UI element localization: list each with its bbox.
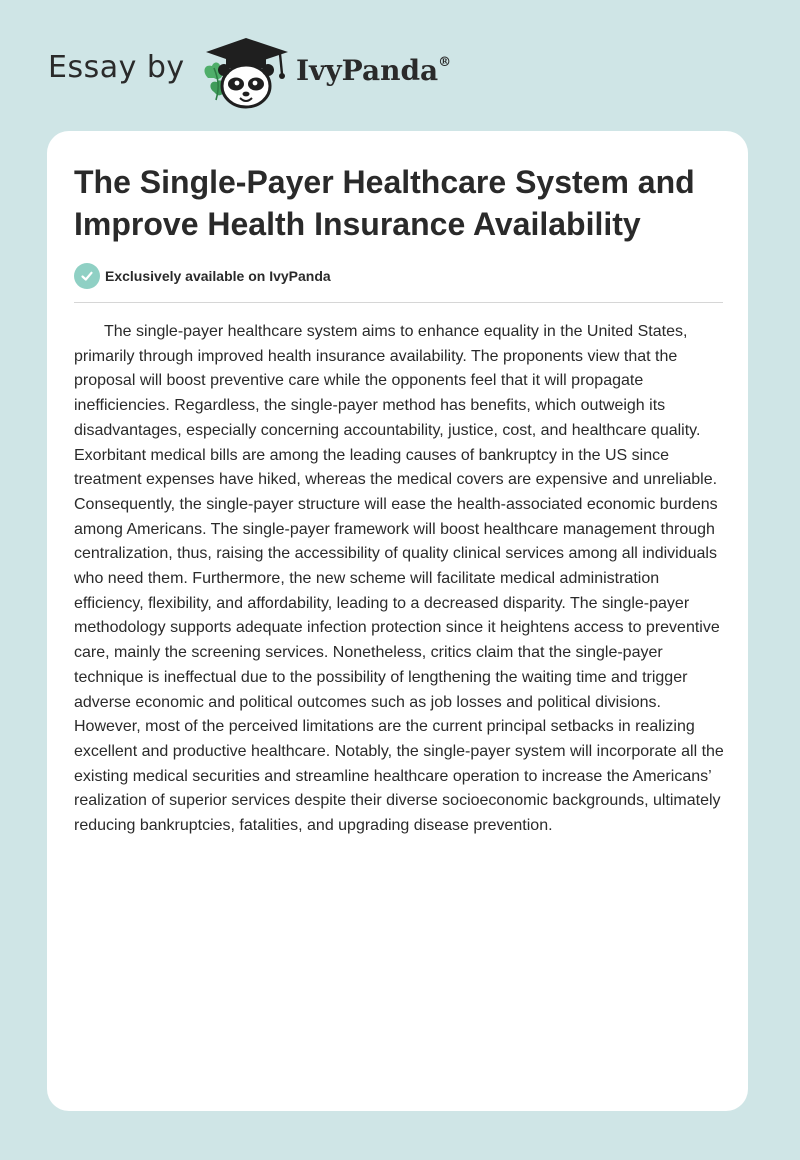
brand-name[interactable] xyxy=(296,54,451,87)
badge-text: Exclusively available on IvyPanda xyxy=(105,268,331,284)
registered-mark: ® xyxy=(438,54,452,70)
check-icon xyxy=(74,263,100,289)
essay-title: The Single-Payer Healthcare System and Improve Health Insurance Availability xyxy=(74,164,695,242)
exclusive-badge xyxy=(74,263,331,289)
site-header xyxy=(0,0,800,130)
brand-label: IvyPanda xyxy=(296,54,439,87)
panda-graduate-icon xyxy=(200,34,292,110)
essay-card xyxy=(47,131,748,1111)
essay-by-label: Essay by xyxy=(48,50,185,85)
essay-paragraph: The single-payer healthcare system aims to enhance equality in the United States, primarily through improved health insurance availability. The proponents view that the proposal will boost preventive care while the opponents feel that it will propagate inefficiencies. Regardless, the single-payer method has benefits, which outweigh its disadvantages, especially concerning accountability, justice, cost, and healthcare quality. Exorbitant medical bills are among the leading causes of bankruptcy in the US since treatment expenses have hiked, whereas the medical covers are expensive and unreliable. Consequently, the single-payer structure will ease the health-associated economic burdens among Americans. The single-payer framework will boost healthcare management through centralization, thus, raising the accessibility of quality clinical services among all individuals who need them. Furthermore, the new scheme will facilitate medical administration efficiency, flexibility, and affordability, leading to a decreased disparity. The single-payer methodology supports adequate infection protection since it heightens access to preventive care, mainly the screening services. Nonetheless, critics claim that the single-payer technique is ineffectual due to the possibility of lengthening the waiting time and trigger adverse economic and political outcomes such as job losses and political divisions. However, most of the perceived limitations are the current principal setbacks in realizing excellent and productive healthcare. Notably, the single-payer system will incorporate all the existing medical securities and streamline healthcare operation to increase the Americans’ realization of superior services despite their diverse socioeconomic backgrounds, ultimately reducing bankruptcies, fatalities, and upgrading disease prevention. xyxy=(74,323,724,835)
divider xyxy=(74,302,723,303)
